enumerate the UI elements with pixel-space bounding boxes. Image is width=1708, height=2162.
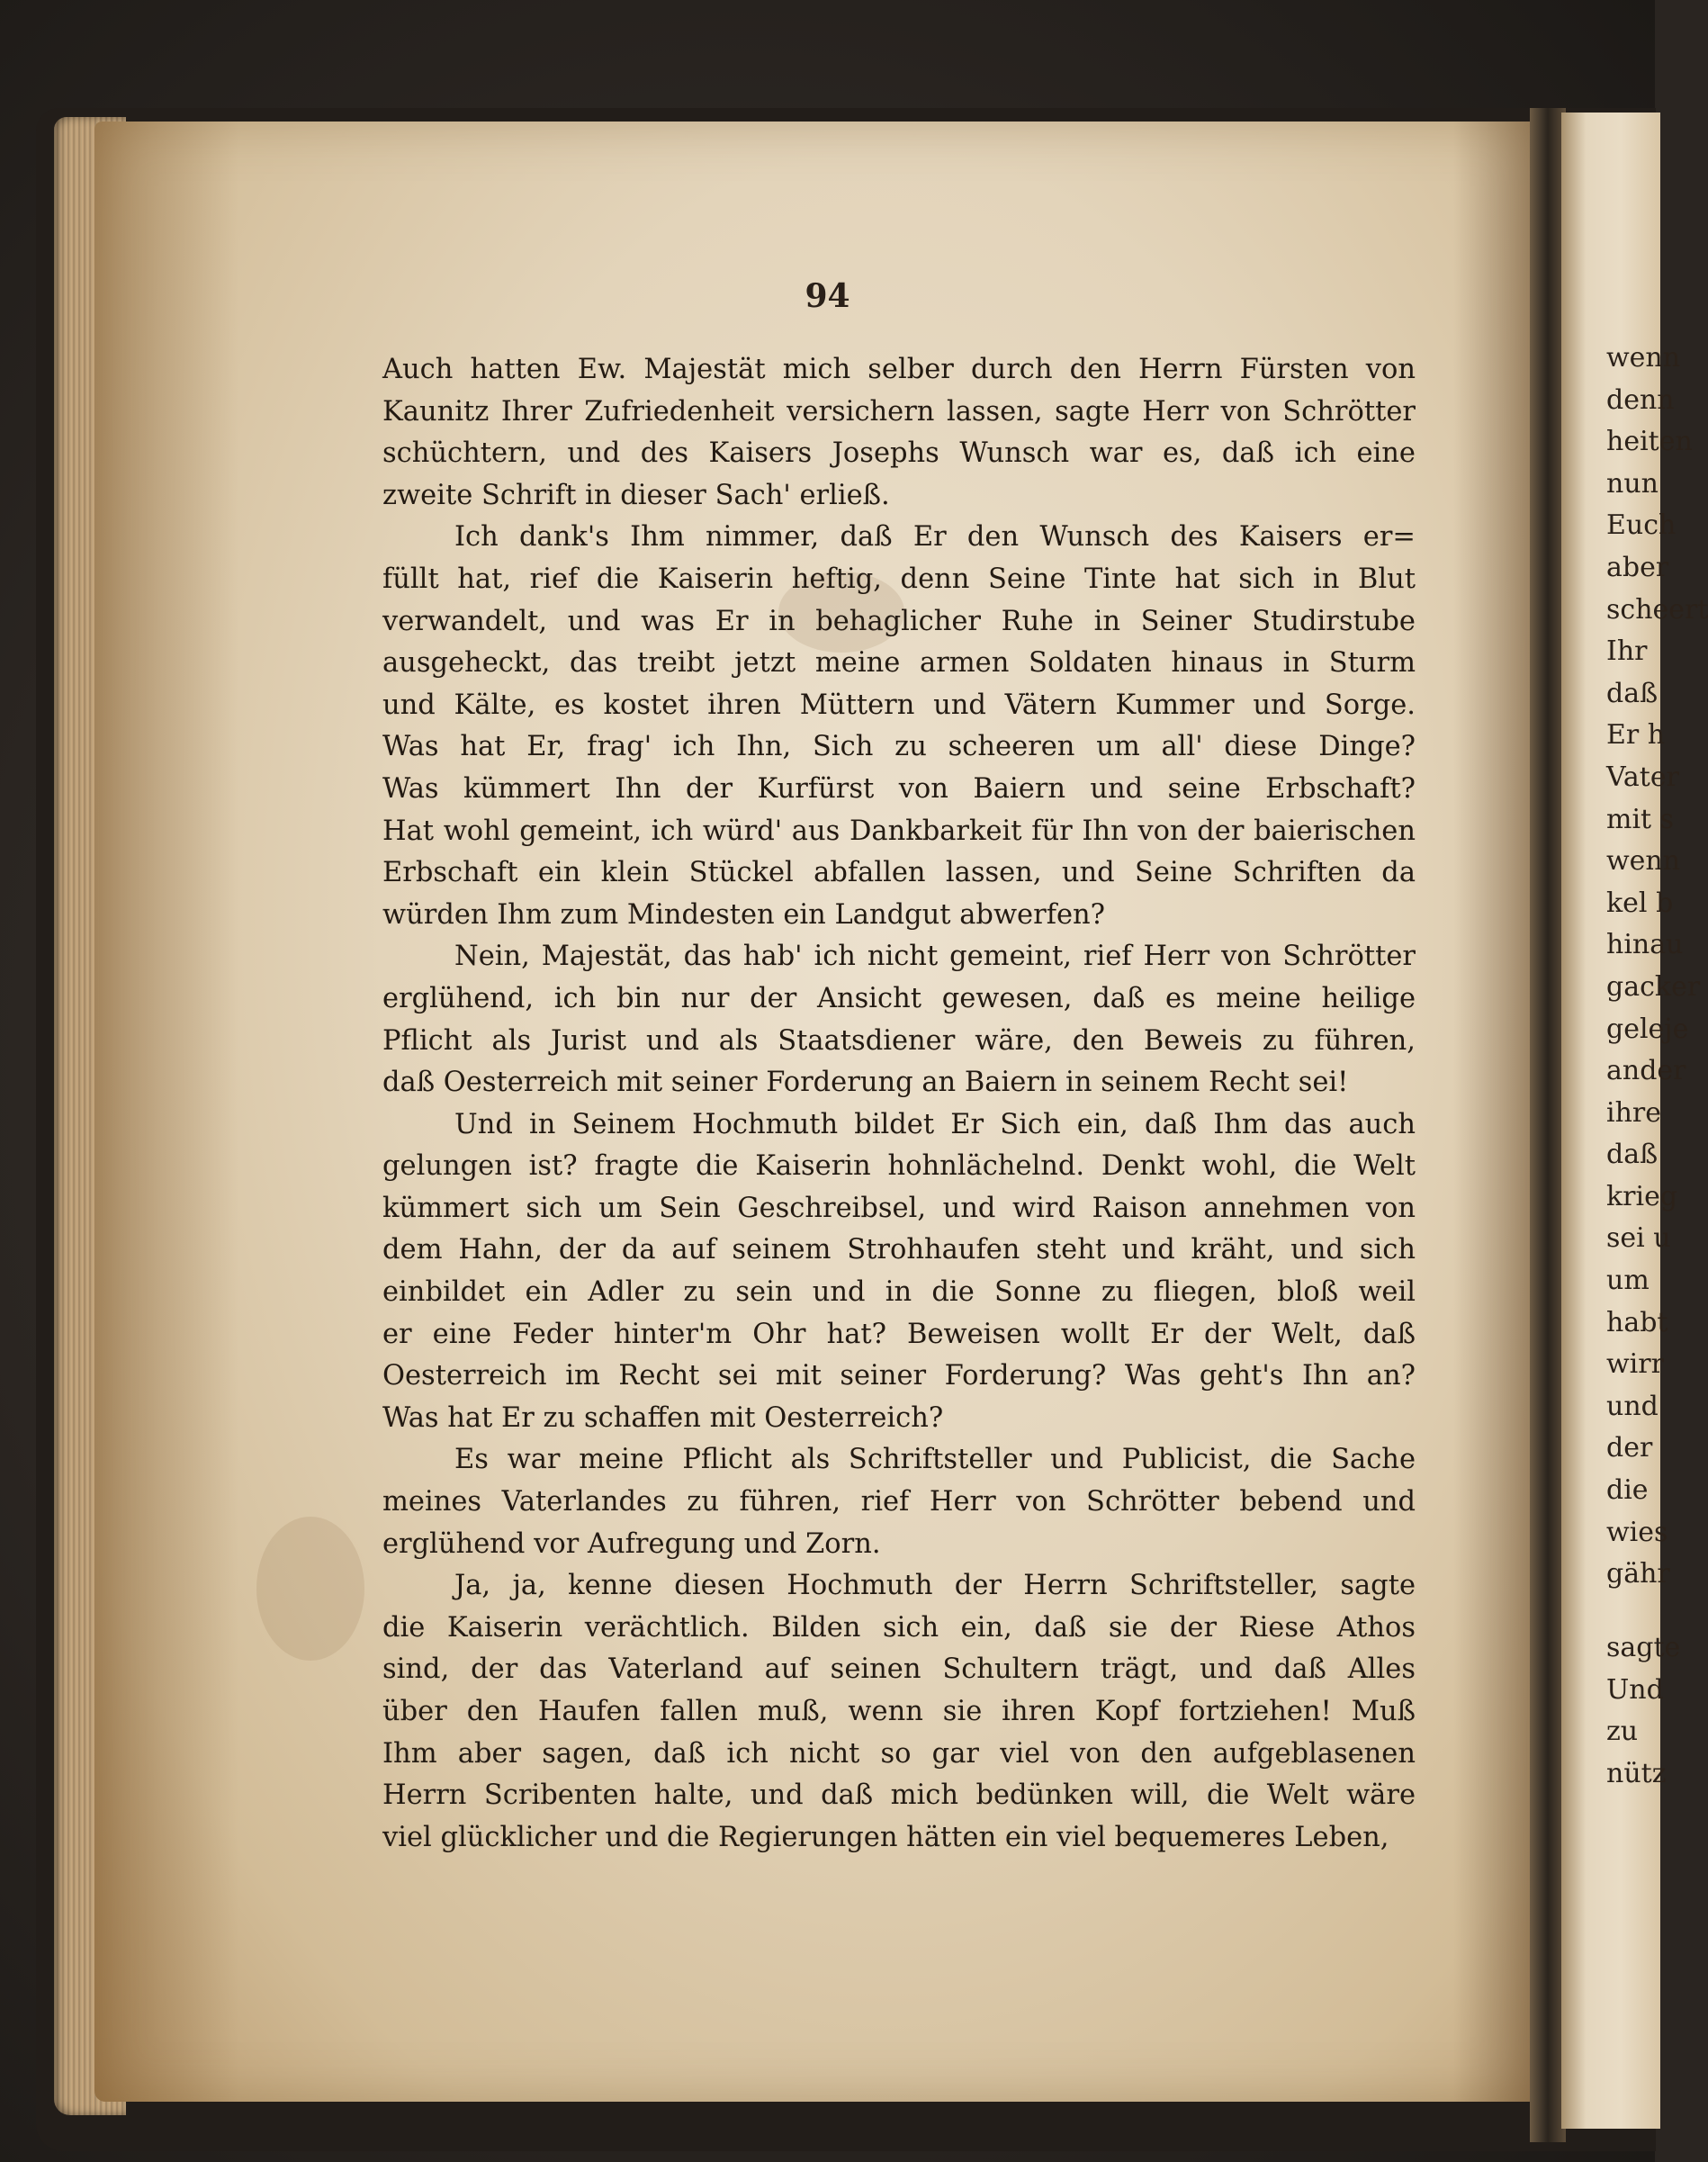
facing-page-line: daß — [1606, 1139, 1659, 1171]
text-line: füllt hat, rief die Kaiserin heftig, denn Seine Tinte hat sich in Blut — [382, 563, 1416, 595]
text-line: Und in Seinem Hochmuth bildet Er Sich ein, daß Ihm das auch — [454, 1108, 1416, 1140]
text-line: einbildet ein Adler zu sein und in die Sonne zu fliegen, bloß weil — [382, 1276, 1416, 1309]
text-line: er eine Feder hinter'm Ohr hat? Beweisen wollt Er der Welt, daß — [382, 1318, 1416, 1350]
facing-page-line: Euch — [1606, 509, 1677, 542]
text-line: Erbschaft ein klein Stückel abfallen lassen, und Seine Schriften da — [382, 857, 1416, 889]
book-gutter — [1530, 108, 1566, 2142]
paper-stain — [256, 1517, 364, 1661]
text-line: die Kaiserin verächtlich. Bilden sich ein, daß sie der Riese Athos — [382, 1611, 1416, 1644]
facing-page-line: wenn — [1606, 845, 1681, 878]
text-line: verwandelt, und was Er in behaglicher Ruhe in Seiner Studirstube — [382, 605, 1416, 637]
text-line: zweite Schrift in dieser Sach' erließ. — [382, 479, 890, 511]
text-line: Kaunitz Ihrer Zufriedenheit versichern lassen, sagte Herr von Schrötter — [382, 395, 1416, 428]
facing-page-line: Er h — [1606, 719, 1666, 752]
facing-page-line: denn — [1606, 383, 1675, 416]
text-line: Ihm aber sagen, daß ich nicht so gar viel von den aufgeblasenen — [382, 1737, 1416, 1770]
facing-page-line: gacker — [1606, 970, 1701, 1003]
text-line: daß Oesterreich mit seiner Forderung an Baiern in seinem Recht sei! — [382, 1067, 1349, 1099]
text-line: dem Hahn, der da auf seinem Strohhaufen steht und kräht, und sich — [382, 1234, 1416, 1266]
facing-page-line: wies — [1606, 1516, 1668, 1548]
facing-page-line: nun — [1606, 467, 1659, 500]
facing-page-line: scheert — [1606, 593, 1708, 626]
page-number: 94 — [805, 277, 850, 315]
facing-page-line: aber — [1606, 551, 1669, 583]
facing-page-line: Und — [1606, 1673, 1664, 1706]
text-line: würden Ihm zum Mindesten ein Landgut abwerfen? — [382, 898, 1106, 931]
facing-page — [1561, 113, 1708, 2129]
facing-page-line: sei u — [1606, 1222, 1671, 1255]
page-text — [382, 349, 1416, 1859]
facing-page-line: die — [1606, 1474, 1649, 1507]
text-line: viel glücklicher und die Regierungen hätten ein viel bequemeres Leben, — [382, 1821, 1389, 1853]
text-line: Ja, ja, kenne diesen Hochmuth der Herrn Schriftsteller, sagte — [454, 1570, 1416, 1602]
text-line: meines Vaterlandes zu führen, rief Herr von Schrötter bebend und — [382, 1486, 1416, 1518]
facing-page-line: wenn — [1606, 342, 1681, 374]
text-line: Oesterreich im Recht sei mit seiner Forderung? Was geht's Ihn an? — [382, 1360, 1416, 1392]
text-line: sind, der das Vaterland auf seinen Schultern trägt, und daß Alles — [382, 1653, 1416, 1686]
facing-page-line: ihre — [1606, 1096, 1662, 1129]
facing-page-line: um — [1606, 1265, 1650, 1297]
facing-page-line: gähr — [1606, 1558, 1670, 1590]
facing-page-line: ander — [1606, 1055, 1686, 1087]
text-line: Was kümmert Ihn der Kurfürst von Baiern und seine Erbschaft? — [382, 772, 1416, 805]
facing-page-line: hinau — [1606, 929, 1684, 961]
facing-page-line: heiten — [1606, 426, 1693, 458]
facing-page-line: der — [1606, 1432, 1653, 1464]
facing-page-line: zu — [1606, 1716, 1639, 1748]
facing-page-line: und — [1606, 1390, 1659, 1422]
text-line: ausgeheckt, das treibt jetzt meine armen Soldaten hinaus in Sturm — [382, 647, 1416, 680]
facing-page-line: mit s — [1606, 803, 1675, 835]
text-line: und Kälte, es kostet ihren Müttern und Vätern Kummer und Sorge. — [382, 689, 1416, 721]
text-line: Pflicht als Jurist und als Staatsdiener wäre, den Beweis zu führen, — [382, 1024, 1416, 1057]
facing-page-line: wirr — [1606, 1348, 1664, 1381]
text-line: schüchtern, und des Kaisers Josephs Wunsch war es, daß ich eine — [382, 437, 1416, 470]
text-line: Hat wohl gemeint, ich würd' aus Dankbarkeit für Ihn von der baierischen — [382, 815, 1416, 847]
text-line: erglühend, ich bin nur der Ansicht gewesen, daß es meine heilige — [382, 982, 1416, 1014]
facing-page-line: krieg — [1606, 1180, 1678, 1212]
text-line: über den Haufen fallen muß, wenn sie ihren Kopf fortziehen! Muß — [382, 1696, 1416, 1727]
facing-page-line: nütz — [1606, 1758, 1667, 1789]
facing-page-line: Ihr — [1606, 635, 1648, 668]
text-line: erglühend vor Aufregung und Zorn. — [382, 1527, 881, 1560]
facing-page-line: habt — [1606, 1306, 1668, 1338]
text-line: gelungen ist? fragte die Kaiserin hohnlächelnd. Denkt wohl, die Welt — [382, 1150, 1416, 1183]
facing-page-line: daß — [1606, 677, 1659, 709]
text-line: Es war meine Pflicht als Schriftsteller und Publicist, die Sache — [454, 1444, 1416, 1476]
text-line: Was hat Er zu schaffen mit Oesterreich? — [382, 1401, 944, 1434]
text-line: Auch hatten Ew. Majestät mich selber durch den Herrn Fürsten von — [382, 354, 1416, 385]
text-line: kümmert sich um Sein Geschreibsel, und wird Raison annehmen von — [382, 1192, 1416, 1224]
facing-page-text — [1606, 338, 1708, 1796]
facing-page-line: sagte — [1606, 1632, 1681, 1664]
text-line: Was hat Er, frag' ich Ihn, Sich zu scheeren um all' diese Dinge? — [382, 731, 1416, 763]
facing-page-line: geleje — [1606, 1013, 1689, 1045]
facing-page-line: kel b — [1606, 887, 1674, 919]
text-line: Nein, Majestät, das hab' ich nicht gemeint, rief Herr von Schrötter — [454, 941, 1416, 973]
text-line: Herrn Scribenten halte, und daß mich bedünken will, die Welt wäre — [382, 1779, 1416, 1812]
text-line: Ich dank's Ihm nimmer, daß Er den Wunsch des Kaisers er= — [454, 521, 1416, 554]
facing-page-line: Vater — [1606, 761, 1679, 793]
